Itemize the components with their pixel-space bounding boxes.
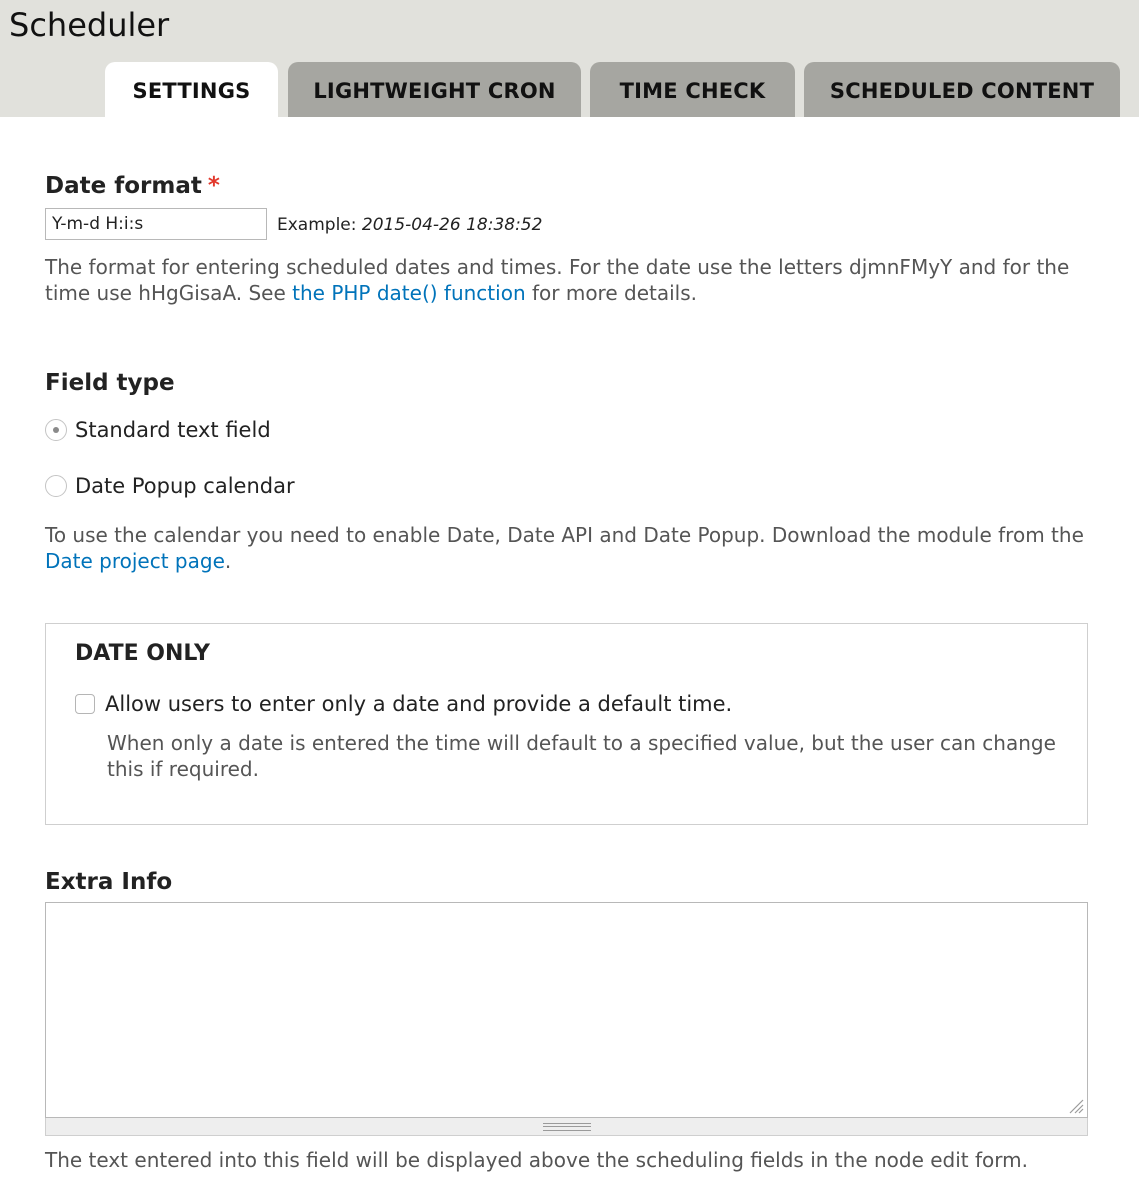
date-only-description: When only a date is entered the time will default to a specified value, but the user can change this if required. bbox=[107, 731, 1056, 781]
tab-scheduled-content[interactable]: SCHEDULED CONTENT bbox=[804, 62, 1120, 117]
example-value: 2015-04-26 18:38:52 bbox=[361, 215, 543, 235]
tab-settings[interactable]: SETTINGS bbox=[105, 62, 278, 117]
extra-info-textarea[interactable] bbox=[45, 902, 1088, 1118]
radio-label[interactable]: Date Popup calendar bbox=[75, 474, 295, 498]
date-format-example bbox=[277, 215, 542, 235]
radio-dot bbox=[53, 427, 59, 433]
php-date-function-link[interactable]: the PHP date() function bbox=[292, 281, 526, 305]
radio-button-selected[interactable] bbox=[45, 419, 67, 441]
date-only-checkbox[interactable] bbox=[75, 694, 95, 714]
grip-icon bbox=[543, 1123, 591, 1131]
date-only-checkbox-label[interactable]: Allow users to enter only a date and provide a default time. bbox=[105, 692, 733, 716]
date-format-label-text: Date format bbox=[45, 173, 202, 199]
required-marker: * bbox=[207, 173, 220, 199]
extra-info-description: The text entered into this field will be displayed above the scheduling fields in the node edit form. bbox=[45, 1148, 1028, 1172]
extra-info-label: Extra Info bbox=[45, 869, 173, 895]
date-only-fieldset bbox=[45, 623, 1088, 825]
field-type-desc-tail: . bbox=[224, 549, 232, 573]
tab-time-check[interactable]: TIME CHECK bbox=[590, 62, 795, 117]
example-label: Example: bbox=[277, 215, 357, 235]
date-format-desc-text: The format for entering scheduled dates and times. For the date use the letters djmnFMyY and for the time use hHgGisaA. See bbox=[45, 255, 1070, 305]
field-type-label: Field type bbox=[45, 370, 175, 396]
page-title: Scheduler bbox=[9, 6, 170, 44]
fieldset-legend: DATE ONLY bbox=[75, 641, 210, 666]
radio-button[interactable] bbox=[45, 475, 67, 497]
resize-handle-icon[interactable] bbox=[1066, 1098, 1084, 1114]
date-format-desc-tail: for more details. bbox=[525, 281, 697, 305]
date-format-description bbox=[45, 254, 1105, 306]
date-format-label bbox=[45, 173, 220, 199]
date-project-page-link[interactable]: Date project page bbox=[45, 549, 225, 573]
radio-standard-text-field[interactable] bbox=[45, 418, 271, 442]
field-type-desc-text: To use the calendar you need to enable Date, Date API and Date Popup. Download the module from the bbox=[45, 523, 1084, 547]
page-header bbox=[0, 0, 1139, 117]
tab-lightweight-cron[interactable]: LIGHTWEIGHT CRON bbox=[288, 62, 581, 117]
field-type-description bbox=[45, 522, 1085, 574]
radio-date-popup-calendar[interactable] bbox=[45, 474, 295, 498]
radio-label[interactable]: Standard text field bbox=[75, 418, 271, 442]
date-format-input[interactable] bbox=[45, 208, 267, 240]
date-only-checkbox-row[interactable] bbox=[75, 692, 732, 716]
textarea-grippie[interactable] bbox=[45, 1118, 1088, 1136]
